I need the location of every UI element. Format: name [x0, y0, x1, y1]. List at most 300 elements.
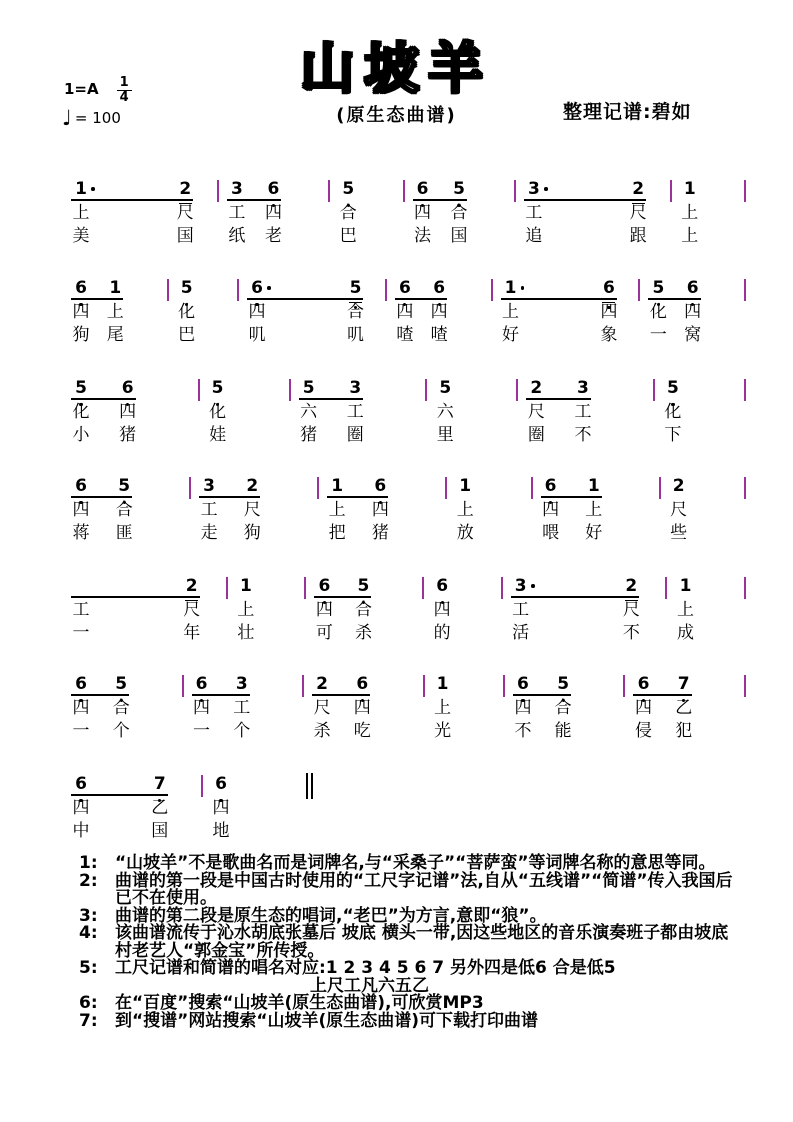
gongche-char: 尺 [313, 698, 331, 718]
note-digit: 6 [356, 674, 369, 694]
system-row [63, 477, 746, 549]
note-digit: 7 [153, 774, 166, 794]
gongche-char: 四 [433, 600, 451, 620]
lyric-char: 把 [328, 523, 346, 543]
footnote-number: 6: [79, 993, 98, 1013]
note-digit: 6 [517, 674, 529, 694]
footnote-line: 村老艺人“郭金宝”所传授。 [115, 940, 325, 961]
measure [191, 477, 319, 549]
measure [203, 775, 313, 847]
footnote-text [115, 995, 755, 1013]
beam-line [71, 398, 136, 400]
note-digit: 6 [686, 278, 699, 298]
lyric-char: 侵 [634, 721, 652, 741]
lyric-char: 可 [315, 623, 333, 643]
note-column [524, 179, 544, 246]
note-digit: 3 [577, 378, 589, 398]
footnote-item [79, 1010, 755, 1031]
lyric-char: 一 [193, 721, 211, 741]
note-column [455, 476, 475, 543]
lyric-char: 里 [436, 425, 454, 445]
lyric-char: 猪 [119, 425, 137, 445]
measure [63, 279, 169, 351]
beam-line [633, 694, 691, 696]
gongche-char: 尺 [527, 402, 545, 422]
tempo-value: = 100 [74, 109, 121, 127]
footnote-line: 在“百度”搜索“山坡羊(原生态曲谱),可欣赏MP3 [115, 993, 484, 1013]
note-column [175, 179, 195, 246]
lyric-char: 跟 [629, 226, 647, 246]
note-column [433, 674, 453, 741]
footnote-number: 2: [79, 870, 98, 891]
note-column [435, 378, 455, 445]
measure [63, 180, 219, 252]
lyric-char: 猪 [371, 523, 389, 543]
footnote-line: 曲谱的第二段是原生态的唱词,“老巴”为方言,意即“狼”。 [115, 905, 547, 926]
transcriber-credit: 整理记谱:碧如 [563, 101, 692, 123]
meter-denominator: 4 [119, 90, 129, 105]
note-digit: 5 [357, 576, 370, 596]
measure [239, 279, 387, 351]
beam-line [71, 596, 200, 598]
barline [744, 675, 746, 697]
beam-line [413, 199, 468, 201]
note-column [71, 577, 91, 643]
gongche-char: 四 [414, 203, 431, 223]
note-column [114, 476, 134, 543]
lyric-char: 象 [600, 325, 618, 345]
lyric-char: 成 [676, 623, 694, 643]
augmentation-dot [521, 286, 525, 290]
note-digit: 1 [109, 278, 122, 298]
note-digit: 6 [267, 179, 280, 199]
beam-line [541, 496, 602, 498]
note-digit: 6 [436, 576, 449, 596]
beam-line [513, 694, 571, 696]
lyric-char: 巴 [178, 325, 196, 345]
note-column [327, 476, 347, 543]
footnote-text [115, 960, 755, 995]
note-column [242, 476, 262, 543]
gongche-char: 四 [315, 600, 333, 620]
lyric-char: 下 [664, 425, 682, 445]
lyric-char: 光 [434, 721, 452, 741]
note-column [584, 476, 604, 543]
gongche-char: 上 [676, 600, 694, 620]
measure [63, 775, 203, 847]
note-digit: 6 [374, 476, 387, 496]
note-column [71, 278, 91, 345]
lyric-char: 活 [512, 623, 530, 643]
gongche-char: 化 [72, 402, 90, 422]
page-title: 山坡羊 [300, 37, 493, 100]
footnote-line: 上尺工凡六五乙 [310, 975, 429, 996]
barline [744, 577, 746, 599]
lyric-char: 杀 [354, 623, 372, 643]
measure [640, 279, 746, 351]
lyric-char: 上 [681, 226, 699, 246]
gongche-char: 化 [649, 302, 667, 322]
measure [625, 675, 746, 747]
measure [63, 477, 191, 549]
gongche-char: 四 [72, 500, 90, 520]
note-column [71, 674, 91, 741]
gongche-char: 工 [72, 600, 90, 620]
footnote-item [79, 925, 755, 960]
note-column [628, 179, 648, 246]
note-column [669, 476, 689, 543]
lyric-char: 不 [514, 721, 532, 741]
note-column [370, 476, 390, 543]
gongche-char: 上 [456, 500, 474, 520]
gongche-char: 尺 [629, 203, 647, 223]
gongche-char: 尺 [243, 500, 261, 520]
note-digit: 5 [115, 674, 128, 694]
note-digit: 5 [349, 278, 362, 298]
lyric-char: 国 [450, 226, 468, 246]
footnotes [79, 855, 755, 1030]
note-column [553, 674, 573, 741]
note-column [227, 179, 247, 246]
measure [200, 379, 291, 451]
note-digit: 1 [683, 179, 696, 199]
gongche-char: 四 [684, 302, 702, 322]
note-digit: 5 [557, 674, 570, 694]
note-digit: 2 [632, 179, 645, 199]
gongche-char: 四 [634, 698, 652, 718]
beam-line [71, 496, 132, 498]
augmentation-dot [544, 187, 548, 191]
gongche-char: 四 [212, 798, 230, 818]
footnote-text [115, 925, 755, 960]
lyric-char: 国 [176, 226, 194, 246]
lyric-char: 走 [200, 523, 218, 543]
beam-line [71, 694, 129, 696]
footnote-number: 7: [79, 1010, 98, 1031]
note-digit: 6 [318, 576, 331, 596]
gongche-char: 合 [450, 203, 468, 223]
gongche-char: 乙 [675, 698, 693, 718]
footnote-item [79, 855, 755, 873]
note-column [683, 278, 703, 345]
note-digit: 5 [302, 378, 315, 398]
footnote-line: “山坡羊”不是歌曲名而是词牌名,与“采桑子”“菩萨蛮”等词牌名称的意思等同。 [115, 853, 716, 873]
note-digit: 2 [179, 179, 192, 199]
lyric-char: 猪 [300, 425, 318, 445]
gongche-char: 尺 [670, 500, 688, 520]
note-digit: 5 [342, 179, 355, 199]
measure [169, 279, 239, 351]
note-digit: 5 [666, 378, 679, 398]
lyric-char: 国 [151, 821, 169, 841]
beam-line [524, 199, 646, 201]
lyric-char: 喳 [430, 325, 448, 345]
gongche-char: 工 [200, 500, 218, 520]
note-digit: 5 [211, 378, 224, 398]
augmentation-dot [91, 187, 95, 191]
lyric-char: 巴 [339, 226, 357, 246]
system-row [63, 379, 746, 451]
note-column [674, 674, 694, 741]
gongche-char: 上 [237, 600, 255, 620]
system-row [63, 279, 746, 351]
lyric-char: 放 [456, 523, 474, 543]
note-column [511, 576, 531, 643]
lyric-char: 法 [414, 226, 431, 246]
note-digit: 2 [530, 378, 543, 398]
note-column [501, 278, 521, 345]
barline [744, 379, 746, 401]
note-column [599, 278, 619, 345]
note-digit: 6 [251, 279, 263, 298]
note-column [263, 179, 283, 246]
gongche-char: 四 [353, 698, 371, 718]
gongche-char: 四 [371, 500, 389, 520]
note-column [105, 278, 125, 345]
note-digit: 2 [185, 576, 198, 596]
measure [228, 577, 307, 649]
gongche-char: 合 [354, 600, 372, 620]
note-column [177, 278, 197, 345]
measure [503, 577, 668, 649]
lyric-char: 窝 [684, 325, 702, 345]
key-label: 1=A [64, 80, 99, 98]
note-column [71, 476, 91, 543]
gongche-char: 上 [106, 302, 124, 322]
note-column [211, 774, 231, 841]
measure [667, 577, 746, 649]
beam-line [648, 298, 700, 300]
gongche-char: 四 [514, 698, 532, 718]
lyric-char: 壮 [237, 623, 255, 643]
lyric-char: 娃 [209, 425, 227, 445]
system-row [63, 775, 313, 847]
lyric-char: 一 [72, 623, 90, 643]
note-digit: 5 [118, 476, 131, 496]
lyric-char: 杀 [313, 721, 331, 741]
gongche-char: 四 [119, 402, 137, 422]
gongche-char: 上 [585, 500, 603, 520]
final-barline-thick [311, 773, 313, 799]
note-digit: 2 [672, 476, 685, 496]
gongche-char: 化 [209, 402, 227, 422]
note-digit: 1 [587, 476, 600, 496]
note-column [199, 476, 219, 543]
note-digit: 6 [75, 774, 87, 794]
lyric-char: 纸 [228, 226, 246, 246]
note-column [352, 674, 372, 741]
system-row [63, 180, 746, 252]
note-digit: 6 [75, 674, 87, 694]
footnote-line: 工尺记谱和简谱的唱名对应:1 2 3 4 5 6 7 另外四是低6 合是低5 [115, 958, 616, 978]
beam-line [511, 596, 640, 598]
note-column [247, 278, 267, 345]
note-digit: 2 [316, 674, 328, 694]
gongche-char: 四 [430, 302, 448, 322]
gongche-char: 化 [664, 402, 682, 422]
note-digit: 3 [515, 577, 527, 596]
measure [405, 180, 516, 252]
note-digit: 1 [331, 476, 344, 496]
note-column [675, 576, 695, 643]
note-column [621, 576, 641, 643]
note-column [633, 674, 653, 741]
footnote-number: 4: [79, 923, 98, 943]
note-column [648, 278, 668, 345]
gongche-char: 化 [178, 302, 196, 322]
final-barline-thin [306, 773, 308, 799]
measure [424, 577, 503, 649]
note-column [353, 576, 373, 643]
lyric-char: 老 [264, 226, 282, 246]
note-column [338, 179, 358, 246]
gongche-char: 四 [396, 302, 414, 322]
beam-line [327, 496, 388, 498]
note-column [573, 378, 593, 445]
note-digit: 1 [239, 576, 252, 596]
note-column [413, 179, 433, 246]
note-column [395, 278, 415, 345]
measure [291, 379, 428, 451]
measure [661, 477, 746, 549]
footnote-item [79, 995, 755, 1013]
beam-line [314, 596, 371, 598]
beam-line [312, 694, 370, 696]
lyric-char: 吃 [353, 721, 371, 741]
note-digit: 6 [544, 476, 557, 496]
lyric-char: 能 [554, 721, 572, 741]
measure [447, 477, 532, 549]
beam-line [71, 298, 123, 300]
note-digit: 5 [75, 378, 87, 398]
gongche-char: 四 [193, 698, 211, 718]
note-column [192, 674, 212, 741]
gongche-char: 工 [228, 203, 246, 223]
note-digit: 3 [230, 179, 243, 199]
quarter-note-icon: ♩ [62, 106, 72, 130]
beam-line [299, 398, 364, 400]
lyric-char: 圈 [527, 425, 545, 445]
note-digit: 3 [528, 180, 540, 199]
measure [219, 180, 330, 252]
measure [425, 675, 505, 747]
note-digit: 6 [121, 378, 134, 398]
note-digit: 6 [637, 674, 650, 694]
note-column [71, 179, 91, 246]
gongche-char: 四 [248, 302, 266, 322]
note-digit: 6 [433, 278, 446, 298]
measure [655, 379, 746, 451]
measure [63, 577, 228, 649]
measure [319, 477, 447, 549]
note-column [314, 576, 334, 643]
note-column [71, 378, 91, 445]
footnote-text [115, 1010, 755, 1031]
measure [493, 279, 641, 351]
gongche-char: 合 [339, 203, 357, 223]
note-digit: 1 [459, 476, 472, 496]
note-column [312, 674, 332, 741]
gongche-char: 四 [600, 302, 618, 322]
note-column [345, 378, 365, 445]
gongche-char: 合 [346, 302, 364, 322]
note-column [526, 378, 546, 445]
lyric-char: 犯 [675, 721, 693, 741]
note-column [429, 278, 449, 345]
lyric-char: 不 [574, 425, 592, 445]
lyric-char: 个 [112, 721, 130, 741]
beam-line [247, 298, 363, 300]
note-digit: 6 [416, 179, 429, 199]
gongche-char: 六 [300, 402, 318, 422]
note-column [111, 674, 131, 741]
lyric-char: 中 [72, 821, 90, 841]
note-digit: 1 [505, 279, 517, 298]
note-digit: 6 [398, 278, 411, 298]
footnote-item [79, 960, 755, 995]
lyric-char: 好 [502, 325, 520, 345]
measure [330, 180, 404, 252]
footnote-item [79, 870, 755, 908]
beam-line [71, 794, 168, 796]
note-column [232, 674, 252, 741]
gongche-char: 合 [554, 698, 572, 718]
note-column [345, 278, 365, 345]
gongche-char: 合 [115, 500, 133, 520]
note-digit: 2 [246, 476, 259, 496]
lyric-char: 狗 [243, 523, 261, 543]
measure [63, 379, 200, 451]
beam-line [395, 298, 447, 300]
lyric-char: 匪 [115, 523, 133, 543]
note-digit: 1 [679, 576, 692, 596]
lyric-char: 一 [649, 325, 667, 345]
gongche-char: 四 [72, 302, 90, 322]
footnote-text [115, 855, 755, 873]
beam-line [192, 694, 250, 696]
note-column [71, 774, 91, 841]
lyric-char: 叽 [346, 325, 364, 345]
measure [672, 180, 746, 252]
note-digit: 2 [625, 576, 638, 596]
note-digit: 6 [215, 774, 227, 794]
note-digit: 3 [203, 476, 215, 496]
note-column [541, 476, 561, 543]
gongche-char: 尺 [622, 600, 640, 620]
note-digit: 5 [180, 278, 193, 298]
measure [63, 675, 184, 747]
gongche-char: 四 [72, 698, 90, 718]
footnote-number: 1: [79, 853, 98, 873]
gongche-char: 上 [681, 203, 699, 223]
note-column [150, 774, 170, 841]
footnote-number: 3: [79, 905, 98, 926]
lyric-char: 圈 [346, 425, 364, 445]
note-column [299, 378, 319, 445]
note-digit: 5 [652, 278, 665, 298]
footnote-line: 该曲谱流传于沁水胡底张墓后 坡底 横头一带,因这些地区的音乐演奏班子都由坡底 [115, 923, 729, 943]
gongche-char: 四 [542, 500, 560, 520]
lyric-char: 蒋 [72, 523, 90, 543]
lyric-char: 一 [72, 721, 90, 741]
barline [744, 279, 746, 301]
note-column [182, 576, 202, 643]
note-column [513, 674, 533, 741]
beam-line [199, 496, 260, 498]
measure [304, 675, 425, 747]
gongche-char: 尺 [176, 203, 194, 223]
lyric-char: 些 [670, 523, 688, 543]
